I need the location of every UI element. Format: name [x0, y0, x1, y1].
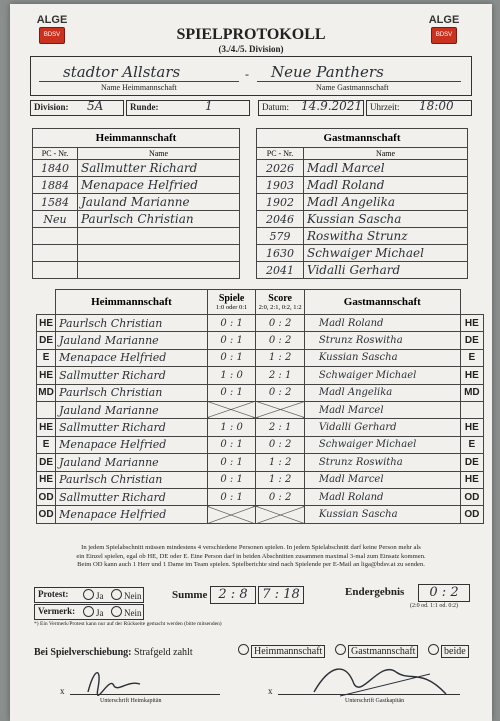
- round-field: [126, 100, 250, 116]
- away-signature: [310, 654, 450, 702]
- matches-col-games: [207, 290, 256, 315]
- round-label: Runde:: [130, 102, 159, 112]
- protest-nein-option[interactable]: [111, 589, 142, 601]
- match-score: 1 : 2: [256, 454, 305, 471]
- match-games: 0 : 1: [207, 454, 256, 471]
- match-score: 2 : 1: [256, 419, 305, 436]
- roster-name: Roswitha Strunz: [304, 228, 468, 245]
- roster-nr: Neu: [33, 211, 78, 228]
- ja-label: Ja: [96, 608, 104, 618]
- match-away-player: Schwaiger Michael: [304, 367, 460, 384]
- roster-nr: 1840: [33, 160, 78, 177]
- vermerk-field: [34, 604, 144, 620]
- summe-games-box: [210, 586, 256, 604]
- shield-icon: BDSV: [431, 27, 457, 44]
- match-score: 0 : 2: [256, 332, 305, 349]
- endergebnis-label: Endergebnis: [345, 586, 405, 598]
- roster-row: [33, 245, 240, 262]
- match-row: [37, 471, 484, 488]
- match-type: HE: [37, 471, 56, 488]
- sig-home-x: x: [60, 686, 65, 696]
- protest-field: [34, 587, 144, 603]
- match-score: [256, 506, 305, 523]
- match-away-player: Strunz Roswitha: [304, 332, 460, 349]
- match-score: 1 : 2: [256, 471, 305, 488]
- roster-row: [33, 211, 240, 228]
- roster-nr: [33, 228, 78, 245]
- match-games: 0 : 1: [207, 332, 256, 349]
- match-games: [207, 401, 256, 418]
- match-home-player: Jauland Marianne: [56, 332, 208, 349]
- roster-nr: 1584: [33, 194, 78, 211]
- match-games: 0 : 1: [207, 384, 256, 401]
- match-games: 0 : 1: [207, 488, 256, 505]
- opt-beide-label: beide: [441, 645, 469, 658]
- radio-icon: [111, 606, 122, 617]
- division-value: 5A: [87, 99, 104, 113]
- match-away-player: Schwaiger Michael: [304, 436, 460, 453]
- away-roster-col-name: Name: [304, 148, 468, 160]
- roster-row: [257, 160, 468, 177]
- roster-name: Madl Roland: [304, 177, 468, 194]
- match-home-player: Paurlsch Christian: [56, 384, 208, 401]
- match-home-player: Sallmutter Richard: [56, 488, 208, 505]
- match-away-player: Madl Roland: [304, 488, 460, 505]
- rules-line: ein Einzel spielen, egal ob HE, DE oder E. Eine Person darf in beiden Abschnitten zusammen maximal 3-mal zum Einsatz kommen.: [76, 552, 426, 560]
- match-away-player: Kussian Sascha: [304, 349, 460, 366]
- match-type: OD: [37, 488, 56, 505]
- match-home-player: Menapace Helfried: [56, 436, 208, 453]
- score-header: Score: [268, 293, 292, 304]
- match-score: 2 : 1: [256, 367, 305, 384]
- match-type: DE: [37, 454, 56, 471]
- match-type-right: MD: [460, 384, 483, 401]
- date-label: Datum:: [262, 102, 289, 112]
- match-type-right: OD: [460, 506, 483, 523]
- roster-row: [257, 194, 468, 211]
- match-row: [37, 436, 484, 453]
- roster-row: [33, 262, 240, 279]
- match-type-right: E: [460, 349, 483, 366]
- time-label: Uhrzeit:: [370, 102, 400, 112]
- match-type: DE: [37, 332, 56, 349]
- roster-nr: 2041: [257, 262, 304, 279]
- match-score: 1 : 2: [256, 349, 305, 366]
- roster-name: Madl Marcel: [304, 160, 468, 177]
- roster-row: [257, 262, 468, 279]
- match-type: [37, 401, 56, 418]
- roster-row: [257, 211, 468, 228]
- match-away-player: Vidalli Gerhard: [304, 419, 460, 436]
- round-value: 1: [205, 99, 213, 113]
- date-field: [258, 100, 364, 116]
- match-home-player: Menapace Helfried: [56, 506, 208, 523]
- radio-icon: [111, 589, 122, 600]
- radio-icon: [83, 606, 94, 617]
- protest-label: Protest:: [38, 589, 69, 599]
- team-names-box: [30, 56, 472, 96]
- summe-score-box: [258, 586, 304, 604]
- matches-col-away: Gastmannschaft: [304, 290, 460, 315]
- match-type-right: HE: [460, 471, 483, 488]
- match-row: [37, 384, 484, 401]
- roster-name: Schwaiger Michael: [304, 245, 468, 262]
- match-type: E: [37, 436, 56, 453]
- match-type-right: HE: [460, 419, 483, 436]
- match-type-right: HE: [460, 315, 483, 332]
- matches-table: [36, 289, 484, 524]
- nein-label: Nein: [124, 608, 142, 618]
- roster-name: Jauland Marianne: [78, 194, 240, 211]
- match-type-right: OD: [460, 488, 483, 505]
- home-team-label: Name Heimmannschaft: [101, 83, 177, 92]
- match-row: [37, 419, 484, 436]
- endergebnis-box: [418, 584, 470, 602]
- away-team-label: Name Gastmannschaft: [316, 83, 389, 92]
- roster-nr: [33, 262, 78, 279]
- roster-nr: 1903: [257, 177, 304, 194]
- roster-name: [78, 228, 240, 245]
- summe-label: Summe: [172, 589, 208, 601]
- page-title: SPIELPROTOKOLL: [176, 26, 326, 43]
- match-home-player: Jauland Marianne: [56, 454, 208, 471]
- roster-row: [33, 228, 240, 245]
- roster-name: Menapace Helfried: [78, 177, 240, 194]
- roster-name: Madl Angelika: [304, 194, 468, 211]
- match-games: 1 : 0: [207, 367, 256, 384]
- match-away-player: Strunz Roswitha: [304, 454, 460, 471]
- summe-score-value: 7 : 18: [262, 587, 300, 602]
- home-roster-col-name: Name: [78, 148, 240, 160]
- roster-nr: 1884: [33, 177, 78, 194]
- nein-label: Nein: [124, 591, 142, 601]
- match-type: HE: [37, 367, 56, 384]
- protest-ja-option[interactable]: [83, 589, 104, 601]
- match-row: [37, 488, 484, 505]
- match-type: HE: [37, 419, 56, 436]
- score-sheet: [10, 4, 492, 721]
- match-home-player: Menapace Helfried: [56, 349, 208, 366]
- page-subtitle: (3./4./5. Division): [218, 44, 284, 54]
- match-games: 0 : 1: [207, 349, 256, 366]
- vermerk-label: Vermerk:: [38, 606, 76, 616]
- team-separator: -: [245, 67, 249, 81]
- radio-icon: [83, 589, 94, 600]
- roster-name: Kussian Sascha: [304, 211, 468, 228]
- roster-nr: [33, 245, 78, 262]
- verschiebung-row: [34, 647, 193, 658]
- radio-icon: [238, 644, 249, 655]
- home-team-line: [39, 81, 239, 82]
- brand-text: ALGE: [428, 14, 460, 26]
- vermerk-ja-option[interactable]: [83, 606, 104, 618]
- footnote: *) Ein Vermerk/Protest kann nur auf der Rückseite gemacht werden (bitte mitsenden): [34, 621, 222, 627]
- roster-row: [33, 160, 240, 177]
- roster-nr: 2026: [257, 160, 304, 177]
- vermerk-nein-option[interactable]: [111, 606, 142, 618]
- endergebnis-hint: (2:0 od. 1:1 od. 0:2): [410, 603, 458, 609]
- roster-name: [78, 262, 240, 279]
- match-type-right: DE: [460, 454, 483, 471]
- verschiebung-label: Bei Spielverschiebung:: [34, 647, 132, 658]
- match-home-player: Sallmutter Richard: [56, 367, 208, 384]
- sig-home-label: Unterschrift Heimkapitän: [100, 698, 162, 704]
- match-row: [37, 454, 484, 471]
- match-type-right: [460, 401, 483, 418]
- time-field: [366, 100, 472, 116]
- match-type: MD: [37, 384, 56, 401]
- match-type: HE: [37, 315, 56, 332]
- match-row: [37, 332, 484, 349]
- match-away-player: Kussian Sascha: [304, 506, 460, 523]
- shield-icon: BDSV: [39, 27, 65, 44]
- date-value: 14.9.2021: [301, 99, 363, 113]
- roster-nr: 579: [257, 228, 304, 245]
- match-type-right: HE: [460, 367, 483, 384]
- match-games: 0 : 1: [207, 471, 256, 488]
- games-subheader: 1:0 oder 0:1: [215, 304, 248, 311]
- matches-col-home: Heimmannschaft: [56, 290, 208, 315]
- match-away-player: Madl Roland: [304, 315, 460, 332]
- roster-row: [257, 228, 468, 245]
- away-roster-title: Gastmannschaft: [257, 129, 468, 148]
- roster-name: [78, 245, 240, 262]
- brand-text: ALGE: [36, 14, 68, 26]
- match-type-right: DE: [460, 332, 483, 349]
- home-team-name: stadtor Allstars: [63, 63, 181, 81]
- ja-label: Ja: [96, 591, 104, 601]
- roster-row: [33, 194, 240, 211]
- match-score: 0 : 2: [256, 488, 305, 505]
- rules-text: [10, 544, 492, 570]
- match-score: [256, 401, 305, 418]
- match-away-player: Madl Marcel: [304, 471, 460, 488]
- roster-row: [33, 177, 240, 194]
- match-home-player: Sallmutter Richard: [56, 419, 208, 436]
- rules-line: Beim OD kann auch 1 Herr und 1 Dame im Team spielen. Spielberichte sind nach Spielende per E-Mail an liga@bdsv.at zu senden.: [77, 561, 425, 569]
- match-row: [37, 315, 484, 332]
- matches-col-score: [256, 290, 305, 315]
- home-roster-col-nr: PC - Nr.: [33, 148, 78, 160]
- match-row: [37, 401, 484, 418]
- match-score: 0 : 2: [256, 384, 305, 401]
- division-field: [30, 100, 124, 116]
- rules-line: In jedem Spielabschnitt müssen mindestens 4 verschiedene Personen spielen. In jedem Spielabschnitt darf keine Person mehr als: [81, 544, 421, 551]
- match-score: 0 : 2: [256, 315, 305, 332]
- strafgeld-label: Strafgeld zahlt: [134, 647, 193, 658]
- away-team-name: Neue Panthers: [271, 63, 384, 81]
- score-subheader: 2:0, 2:1, 0:2, 1:2: [258, 304, 302, 311]
- match-away-player: Madl Marcel: [304, 401, 460, 418]
- roster-name: Vidalli Gerhard: [304, 262, 468, 279]
- sig-away-x: x: [268, 686, 273, 696]
- endergebnis-value: 0 : 2: [429, 585, 459, 600]
- match-row: [37, 367, 484, 384]
- match-type: OD: [37, 506, 56, 523]
- away-roster-table: [256, 128, 468, 279]
- match-games: 0 : 1: [207, 315, 256, 332]
- match-type: E: [37, 349, 56, 366]
- match-row: [37, 506, 484, 523]
- match-games: 0 : 1: [207, 436, 256, 453]
- match-home-player: Paurlsch Christian: [56, 315, 208, 332]
- home-signature: [84, 664, 144, 696]
- roster-nr: 1902: [257, 194, 304, 211]
- opt-gast-label: Gastmannschaft: [348, 645, 418, 658]
- opt-heim-label: Heimmannschaft: [251, 645, 325, 658]
- match-type-right: E: [460, 436, 483, 453]
- games-header: Spiele: [218, 293, 245, 304]
- match-home-player: Paurlsch Christian: [56, 471, 208, 488]
- time-value: 18:00: [419, 99, 454, 113]
- match-home-player: Jauland Marianne: [56, 401, 208, 418]
- roster-nr: 1630: [257, 245, 304, 262]
- roster-row: [257, 245, 468, 262]
- match-games: [207, 506, 256, 523]
- sig-away-label: Unterschrift Gastkapitän: [345, 698, 405, 704]
- match-games: 1 : 0: [207, 419, 256, 436]
- away-team-line: [257, 81, 461, 82]
- roster-nr: 2046: [257, 211, 304, 228]
- home-roster-table: [32, 128, 240, 279]
- match-away-player: Madl Angelika: [304, 384, 460, 401]
- roster-row: [257, 177, 468, 194]
- roster-name: Sallmutter Richard: [78, 160, 240, 177]
- home-roster-title: Heimmannschaft: [33, 129, 240, 148]
- roster-name: Paurlsch Christian: [78, 211, 240, 228]
- match-row: [37, 349, 484, 366]
- division-label: Division:: [34, 102, 69, 112]
- away-roster-col-nr: PC - Nr.: [257, 148, 304, 160]
- summe-games-value: 2 : 8: [218, 587, 248, 602]
- match-score: 0 : 2: [256, 436, 305, 453]
